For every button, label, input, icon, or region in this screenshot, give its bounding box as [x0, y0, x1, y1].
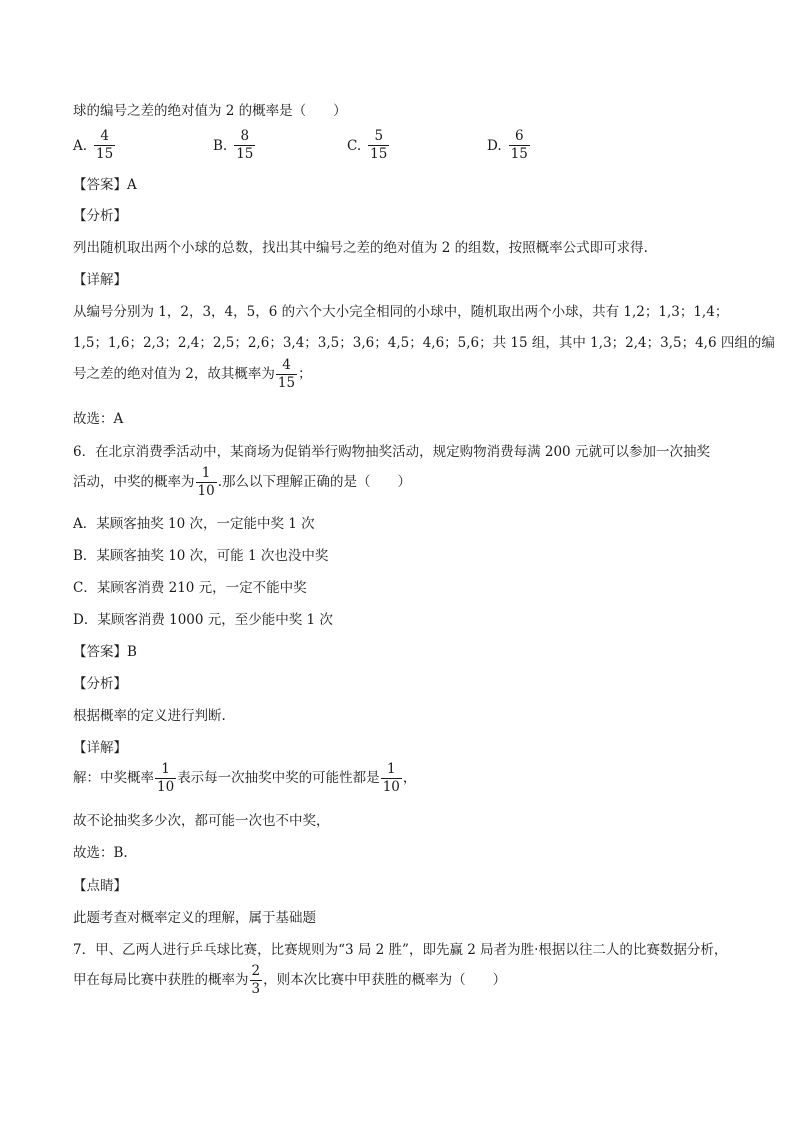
- q5-stem-tail: 球的编号之差的绝对值为 2 的概率是（ ）: [73, 103, 347, 119]
- q6-analysis: 根据概率的定义进行判断.: [73, 708, 226, 724]
- probability-fraction: $\frac{4}{15}$: [277, 357, 296, 391]
- q6-comment: 此题考查对概率定义的理解，属于基础题: [73, 910, 316, 926]
- q5-option-a: [73, 128, 116, 163]
- q5-option-d: [487, 128, 531, 163]
- option-fraction: $\frac{6}{15}$: [510, 128, 528, 162]
- q6-option-b: B．某顾客抽奖 10 次，可能 1 次也没中奖: [73, 548, 329, 564]
- option-label: A.: [73, 137, 88, 154]
- q6-analysis-heading: 【分析】: [73, 676, 127, 692]
- q6-detail-line-1: 解：中奖概率 $\frac{1}{10}$ 表示每一次抽奖中奖的可能性都是 $\frac{1}{10}$ ，: [73, 761, 417, 795]
- q5-option-b: [213, 128, 256, 163]
- option-fraction: $\frac{4}{15}$: [96, 128, 114, 162]
- q5-option-c: [347, 128, 390, 163]
- q6-choice: 故选：B.: [73, 845, 128, 861]
- option-label: B.: [213, 137, 228, 154]
- q5-detail-line-2: 1,5；1,6；2,3；2,4；2,5；2,6；3,4；3,5；3,6；4,5；4,6；5,6；共 15 组，其中 1,3；2,4；3,5；4,6 四组的编: [73, 335, 775, 351]
- q6-stem-line-1: 6．在北京消费季活动中，某商场为促销举行购物抽奖活动，规定购物消费每满 200 元就可以参加一次抽奖: [73, 444, 710, 460]
- q6-answer: 【答案】B: [73, 644, 137, 660]
- q5-detail-line-1: 从编号分别为 1，2，3，4，5，6 的六个大小完全相同的小球中，随机取出两个小球，共有 1,2；1,3；1,4；: [73, 304, 729, 320]
- option-fraction: $\frac{5}{15}$: [370, 128, 388, 162]
- q5-analysis: 列出随机取出两个小球的总数，找出其中编号之差的绝对值为 2 的组数，按照概率公式即可求得.: [73, 240, 648, 256]
- q5-detail-heading: 【详解】: [73, 272, 127, 288]
- option-label: D.: [487, 137, 502, 154]
- q5-detail-line-3: 号之差的绝对值为 2，故其概率为 $\frac{4}{15}$ ；: [73, 357, 312, 391]
- q5-analysis-heading: 【分析】: [73, 208, 127, 224]
- q6-detail-heading: 【详解】: [73, 740, 127, 756]
- q6-option-d: D．某顾客消费 1000 元，至少能中奖 1 次: [73, 612, 333, 628]
- q6-detail-line-2: 故不论抽奖多少次，都可能一次也不中奖，: [73, 813, 330, 829]
- q6-option-c: C．某顾客消费 210 元，一定不能中奖: [73, 580, 307, 596]
- q7-stem-line-1: 7．甲、乙两人进行乒乓球比赛，比赛规则为“3 局 2 胜”，即先赢 2 局者为胜·根据以往二人的比赛数据分析，: [73, 942, 728, 958]
- probability-fraction: $\frac{1}{10}$: [382, 761, 400, 795]
- q6-option-a: A．某顾客抽奖 10 次，一定能中奖 1 次: [73, 516, 315, 532]
- probability-fraction: $\frac{1}{10}$: [157, 761, 175, 795]
- q5-answer: 【答案】A: [73, 177, 137, 193]
- option-fraction: $\frac{8}{15}$: [236, 128, 254, 162]
- q6-comment-heading: 【点睛】: [73, 878, 127, 894]
- q6-stem-line-2: 活动，中奖的概率为 $\frac{1}{10}$ .那么以下理解正确的是（ ）: [73, 465, 411, 499]
- option-label: C.: [347, 137, 362, 154]
- q5-choice: 故选：A: [73, 411, 124, 427]
- probability-fraction: $\frac{2}{3}$: [251, 963, 261, 997]
- q7-stem-line-2: 甲在每局比赛中获胜的概率为 $\frac{2}{3}$ ，则本次比赛中甲获胜的概率为（ ）: [73, 963, 507, 997]
- probability-fraction: $\frac{1}{10}$: [197, 465, 215, 499]
